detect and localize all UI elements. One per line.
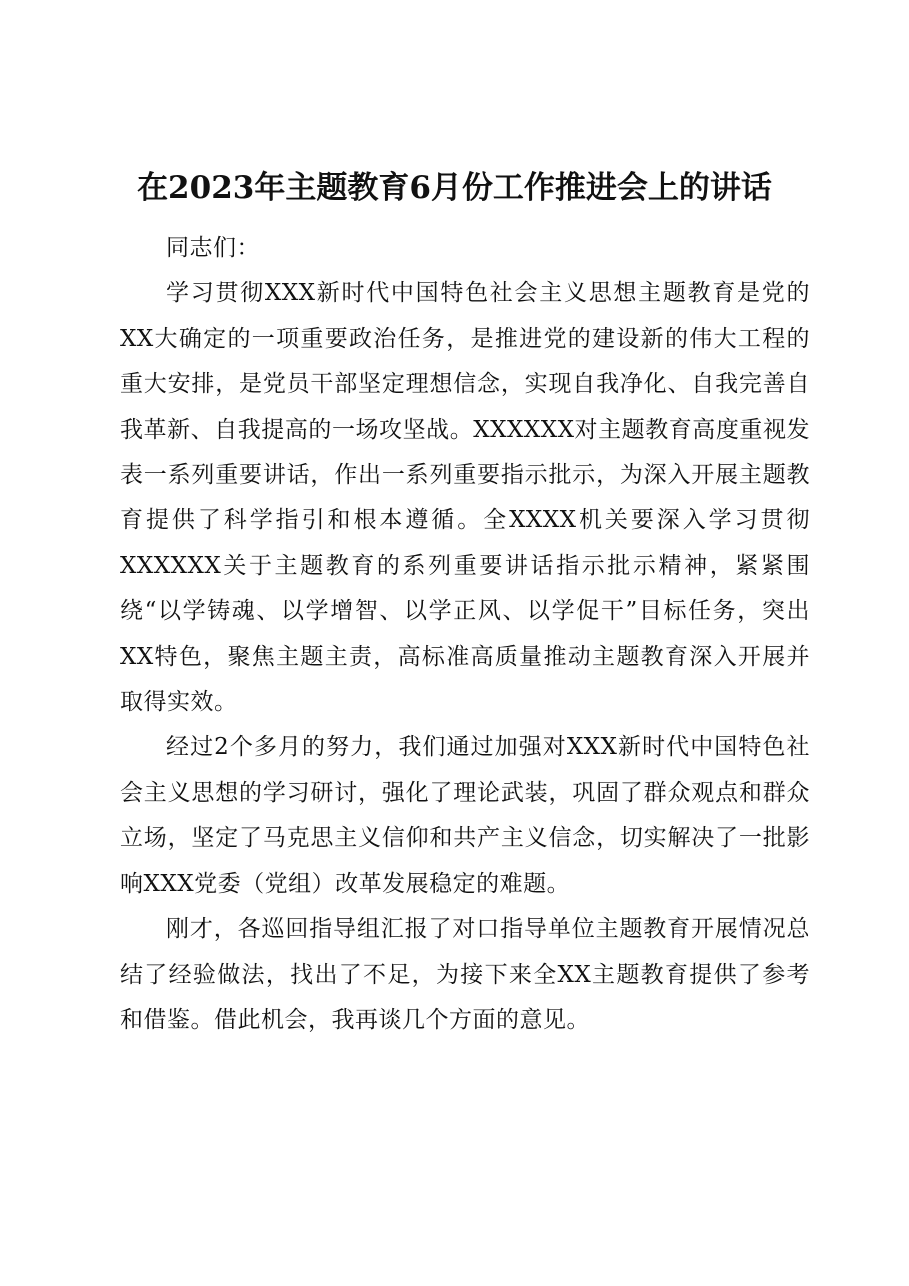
greeting: 同志们：	[166, 235, 260, 261]
document-title: 在2023年主题教育6月份工作推进会上的讲话	[137, 170, 772, 206]
paragraph-2: 经过2个多月的努力，我们通过加强对XXX新时代中国特色社会主义思想的学习研讨，强化了理论武装，巩固了群众观点和群众立场，坚定了马克思主义信仰和共产主义信念，切实解决了一批影响XXX党委（党组）改革发展稳定的难题。	[120, 734, 810, 897]
document-body	[120, 226, 810, 1043]
paragraph-3: 刚才，各巡回指导组汇报了对口指导单位主题教育开展情况总结了经验做法，找出了不足，为接下来全XX主题教育提供了参考和借鉴。借此机会，我再谈几个方面的意见。	[120, 916, 810, 1033]
paragraph-1: 学习贯彻XXX新时代中国特色社会主义思想主题教育是党的XX大确定的一项重要政治任务，是推进党的建设新的伟大工程的重大安排，是党员干部坚定理想信念，实现自我净化、自我完善自我革新、自我提高的一场攻坚战。XXXXXX对主题教育高度重视发表一系列重要讲话，作出一系列重要指示批示，为深入开展主题教育提供了科学指引和根本遵循。全XXXX机关要深入学习贯彻XXXXXX关于主题教育的系列重要讲话指示批示精神，紧紧围绕“以学铸魂、以学增智、以学正风、以学促干”目标任务，突出XX特色，聚焦主题主责，高标准高质量推动主题教育深入开展并取得实效。	[120, 280, 810, 716]
